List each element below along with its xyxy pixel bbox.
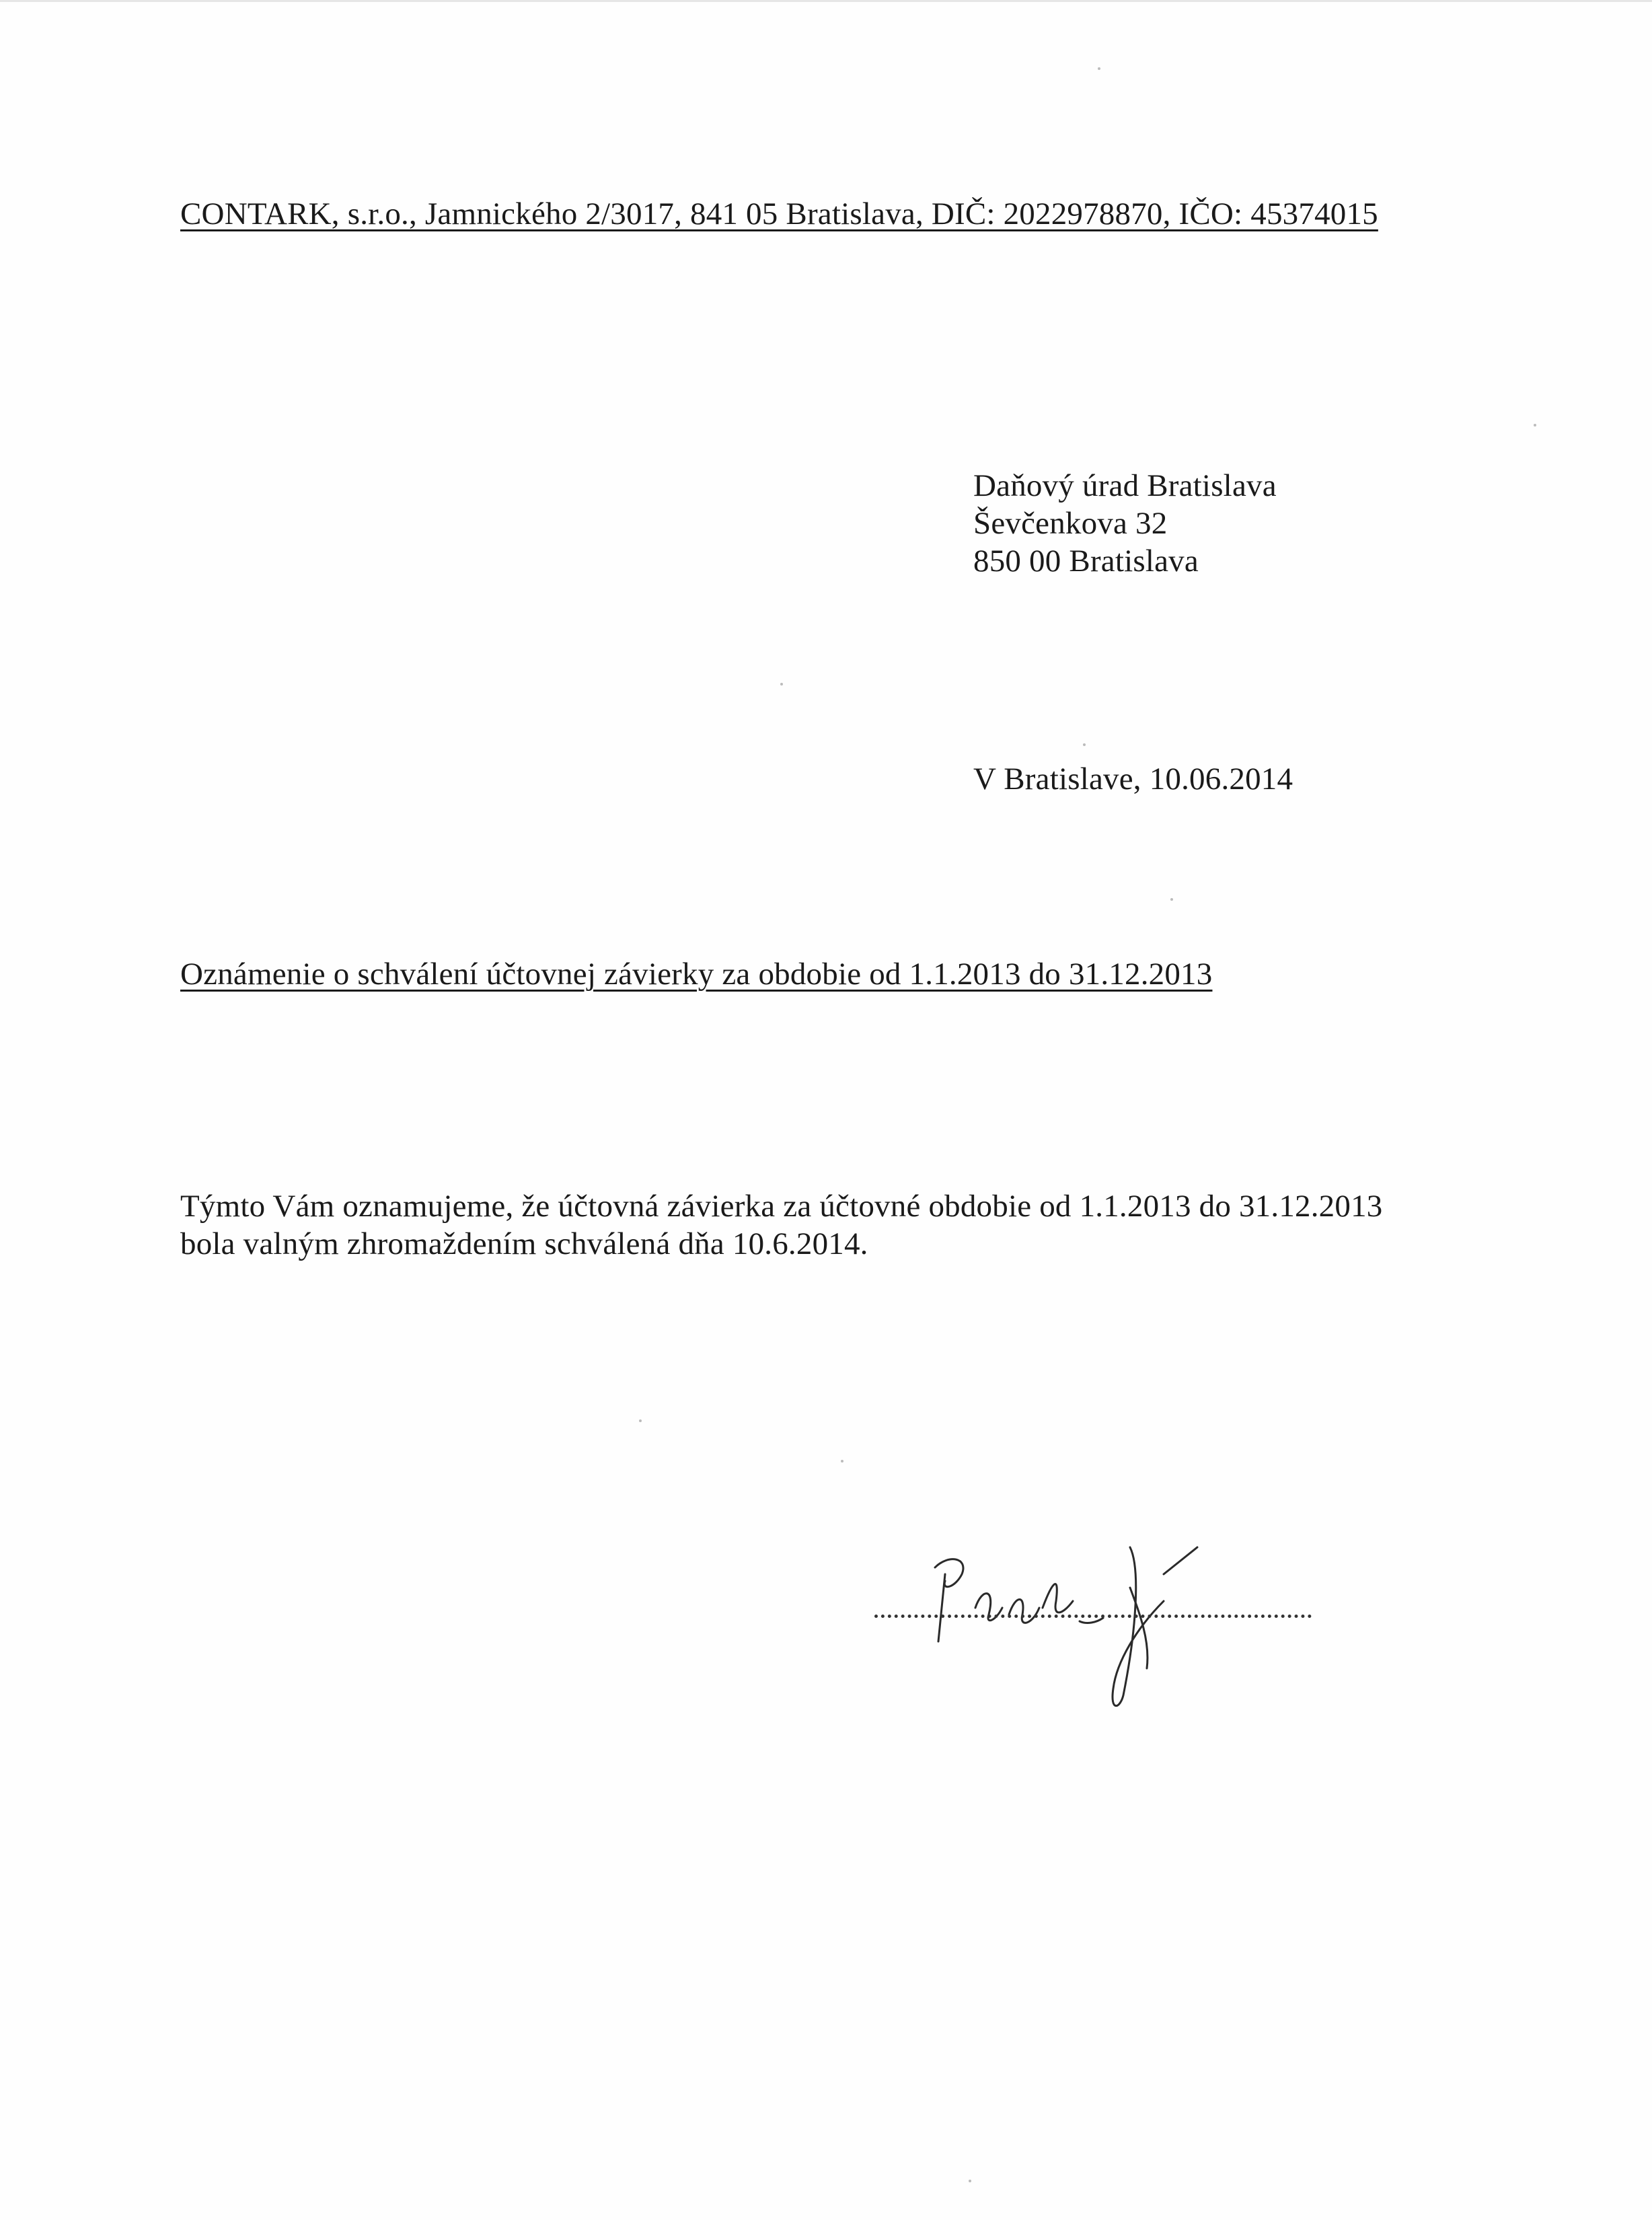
place-and-date: V Bratislave, 10.06.2014 [973,762,1293,797]
scan-speck [969,2180,971,2182]
recipient-name: Daňový úrad Bratislava [973,468,1277,503]
scan-speck [841,1460,843,1463]
signature-dotted-line [874,1615,1312,1618]
recipient-street: Ševčenkova 32 [973,506,1168,541]
company-header: CONTARK, s.r.o., Jamnického 2/3017, 841 05 Bratislava, DIČ: 2022978870, IČO: 45374015 [180,196,1378,231]
scan-speck [1170,898,1173,901]
scan-speck [1098,67,1100,70]
scan-speck [639,1419,642,1422]
scan-speck [1534,424,1536,427]
subject-line: Oznámenie o schválení účtovnej závierky za obdobie od 1.1.2013 do 31.12.2013 [180,957,1213,992]
body-text-line-1: Týmto Vám oznamujeme, že účtovná závierka za účtovné obdobie od 1.1.2013 do 31.12.2013 [180,1189,1383,1224]
scan-speck [1083,743,1086,746]
recipient-city: 850 00 Bratislava [973,544,1199,579]
scan-speck [780,683,783,686]
body-text-line-2: bola valným zhromaždením schválená dňa 10.6.2014. [180,1226,868,1261]
scan-edge [0,0,1652,2]
